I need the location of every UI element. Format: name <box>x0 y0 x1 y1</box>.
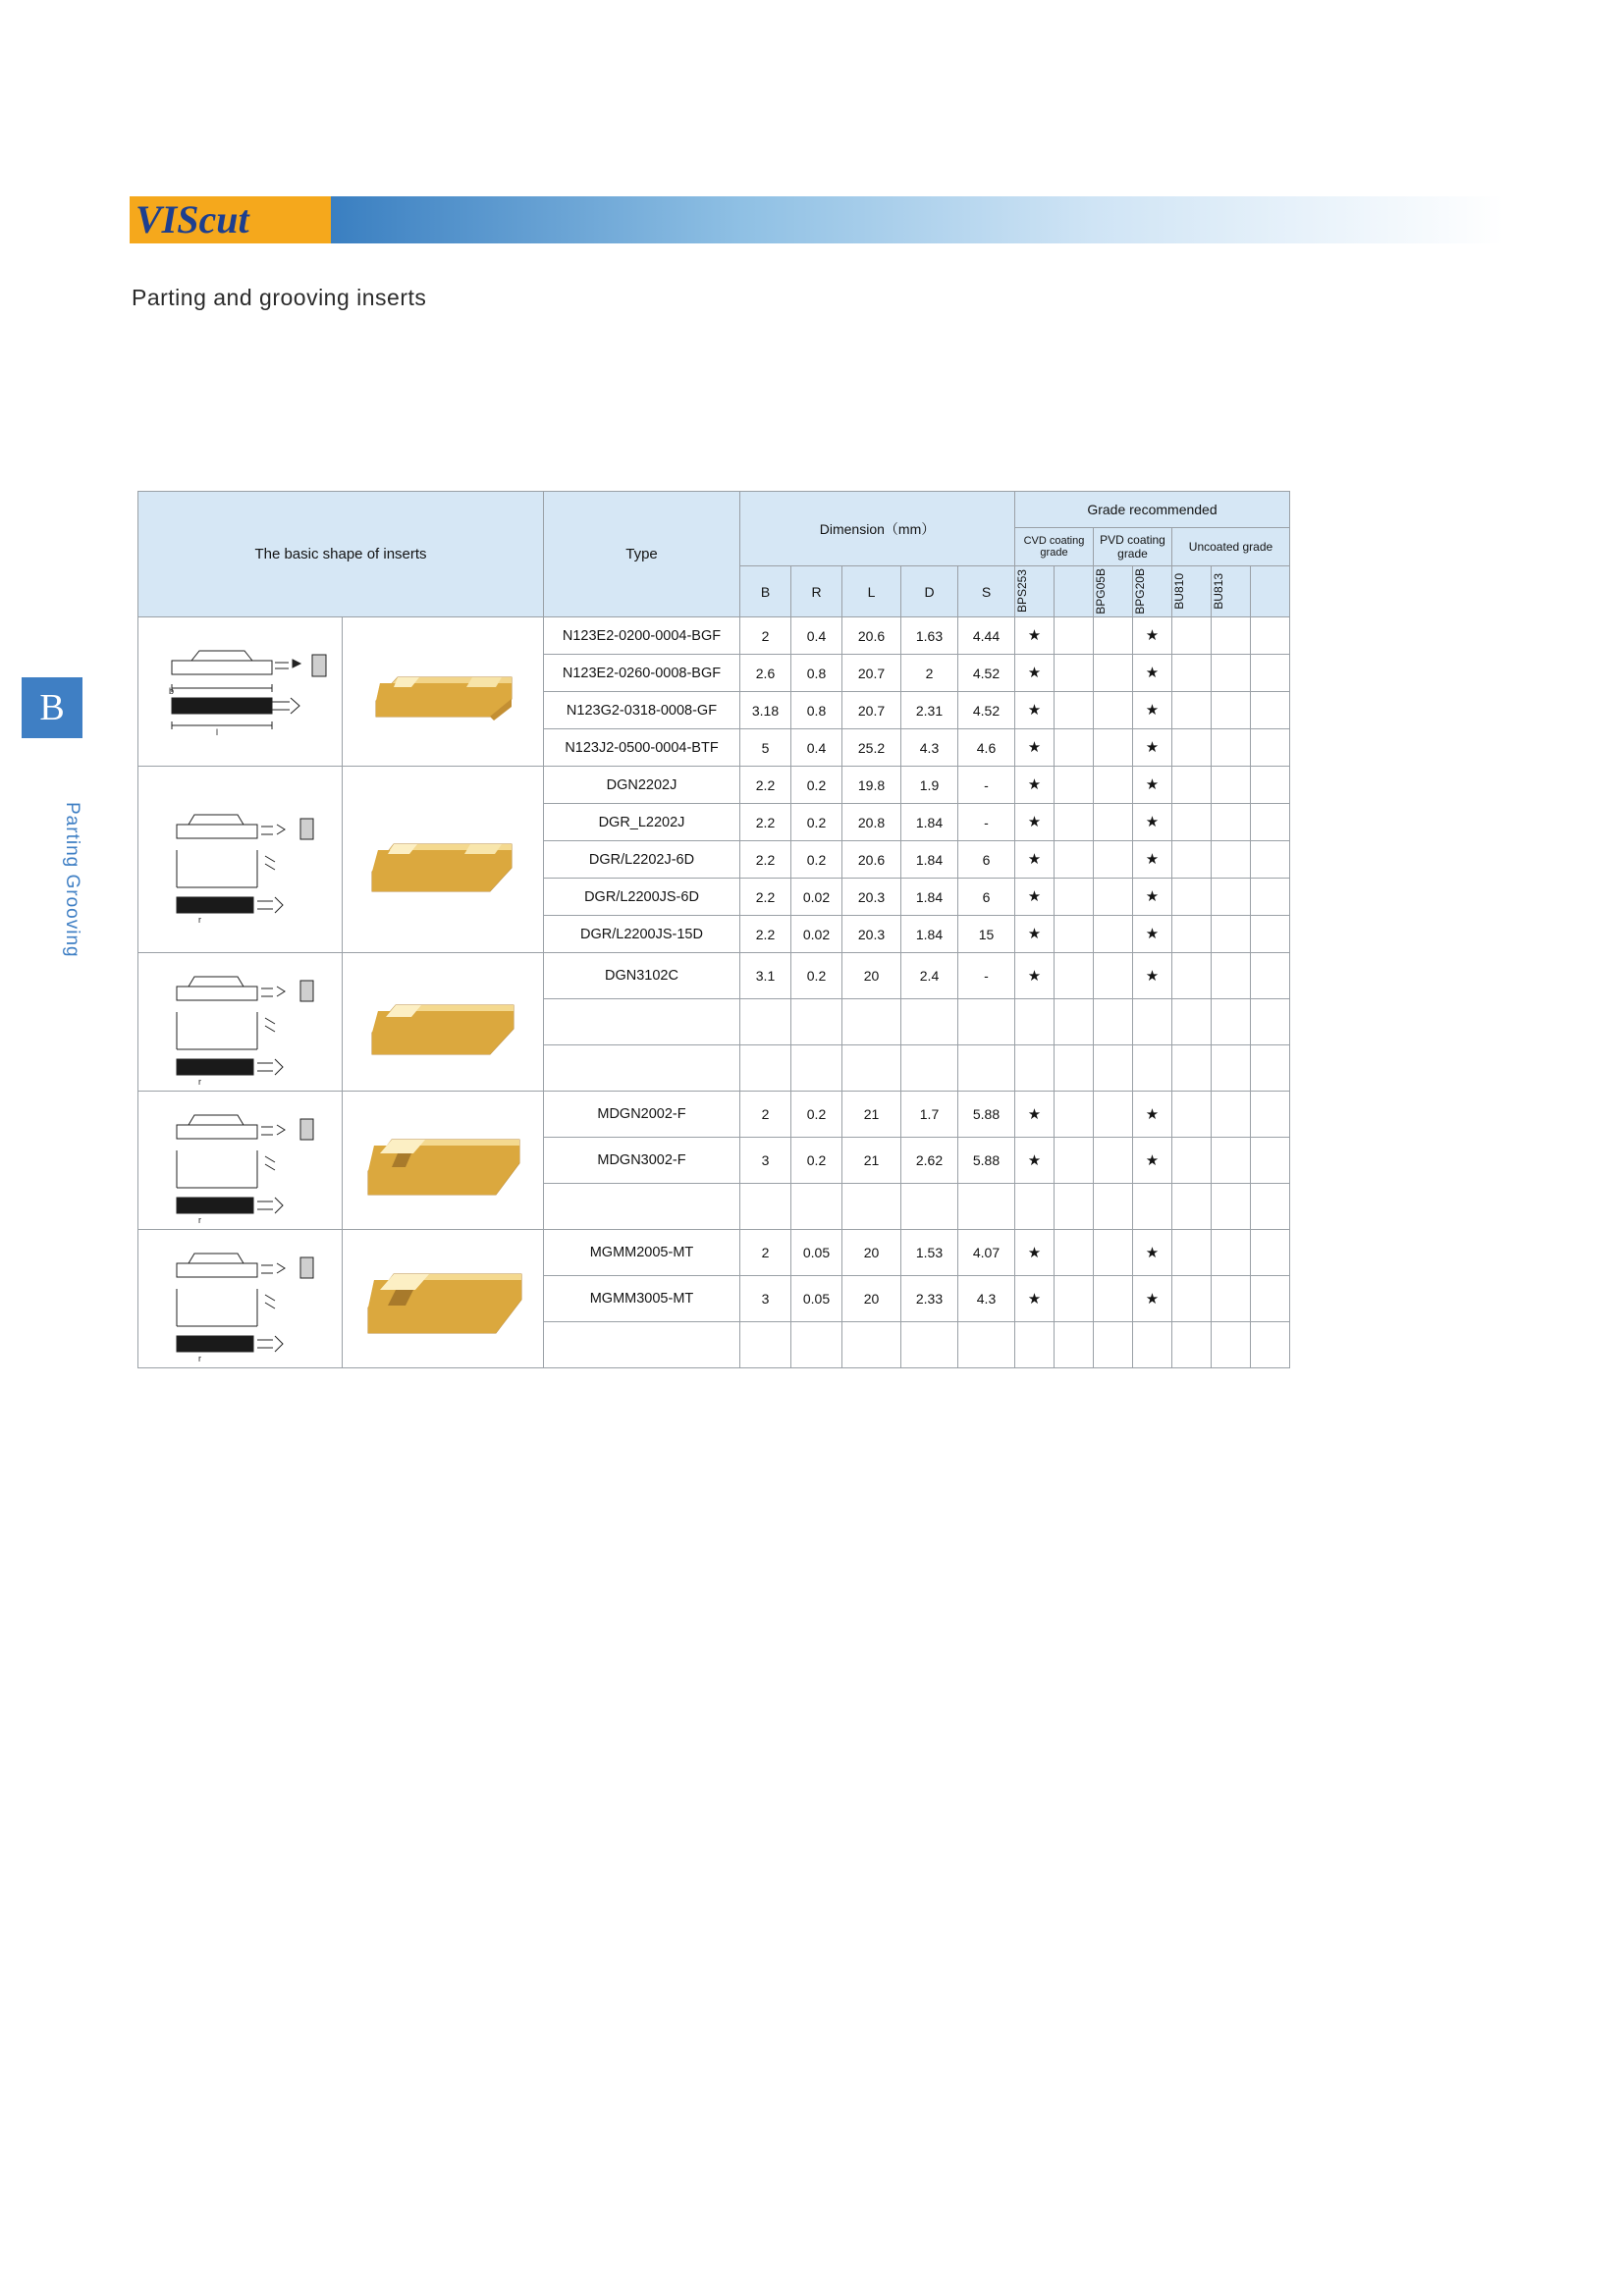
row-l: 20.6 <box>842 617 901 655</box>
insert-drawing-3-svg <box>138 953 342 1091</box>
row-r <box>791 1184 842 1230</box>
header-grade-bps253-label: BPS253 <box>1015 569 1029 614</box>
grade-mark <box>1015 1045 1055 1092</box>
insert-photo-5 <box>343 1230 544 1368</box>
row-b: 3 <box>740 1276 791 1322</box>
insert-drawing-4 <box>138 1092 343 1230</box>
grade-mark: ★ <box>1133 729 1172 767</box>
grade-mark <box>1172 1322 1212 1368</box>
grade-mark <box>1251 841 1290 879</box>
grade-mark <box>1055 999 1094 1045</box>
row-b: 2 <box>740 617 791 655</box>
insert-photo-2 <box>343 767 544 953</box>
brand-gradient-bar <box>331 196 1504 243</box>
grade-mark <box>1212 1092 1251 1138</box>
svg-text:r: r <box>197 1354 201 1363</box>
section-side-label: Parting Grooving <box>62 801 82 958</box>
insert-photo-4 <box>343 1092 544 1230</box>
grade-mark <box>1172 1045 1212 1092</box>
row-b <box>740 1045 791 1092</box>
row-d <box>901 1045 958 1092</box>
grade-mark: ★ <box>1015 1230 1055 1276</box>
header-cvd-grade: CVD coating grade <box>1015 528 1094 566</box>
grade-mark <box>1055 729 1094 767</box>
grade-mark <box>1094 1092 1133 1138</box>
row-s: 6 <box>958 879 1015 916</box>
insert-drawing-4-svg <box>138 1092 342 1229</box>
row-s: 4.3 <box>958 1276 1015 1322</box>
row-s: 5.88 <box>958 1138 1015 1184</box>
grade-mark <box>1055 767 1094 804</box>
grade-mark: ★ <box>1015 692 1055 729</box>
grade-mark: ★ <box>1015 916 1055 953</box>
row-r: 0.4 <box>791 617 842 655</box>
svg-text:r: r <box>197 914 201 925</box>
row-r: 0.2 <box>791 804 842 841</box>
grade-mark: ★ <box>1133 916 1172 953</box>
grade-mark <box>1172 655 1212 692</box>
row-d: 1.7 <box>901 1092 958 1138</box>
page-title: Parting and grooving inserts <box>132 285 427 310</box>
row-b: 2.2 <box>740 879 791 916</box>
row-s: 15 <box>958 916 1015 953</box>
grade-mark <box>1133 999 1172 1045</box>
row-r: 0.05 <box>791 1230 842 1276</box>
grade-mark <box>1212 655 1251 692</box>
grade-mark <box>1172 916 1212 953</box>
grade-mark <box>1055 916 1094 953</box>
grade-mark: ★ <box>1133 953 1172 999</box>
svg-text:l: l <box>215 726 218 737</box>
row-type: DGN3102C <box>544 953 740 999</box>
grade-mark: ★ <box>1015 804 1055 841</box>
grade-mark <box>1172 729 1212 767</box>
row-s: 6 <box>958 841 1015 879</box>
row-type: DGN2202J <box>544 767 740 804</box>
table-row <box>138 1230 1290 1276</box>
row-s: - <box>958 767 1015 804</box>
row-d: 2.62 <box>901 1138 958 1184</box>
grade-mark <box>1172 1092 1212 1138</box>
row-l: 20.6 <box>842 841 901 879</box>
row-l: 20 <box>842 1230 901 1276</box>
grade-mark: ★ <box>1015 1276 1055 1322</box>
grade-mark <box>1251 804 1290 841</box>
grade-mark <box>1172 767 1212 804</box>
grade-mark: ★ <box>1133 841 1172 879</box>
table-row <box>138 1092 1290 1138</box>
grade-mark: ★ <box>1015 841 1055 879</box>
row-type: DGR/L2200JS-15D <box>544 916 740 953</box>
header-grade-bu813-label: BU813 <box>1212 573 1225 610</box>
row-s: 4.52 <box>958 655 1015 692</box>
grade-mark <box>1094 1184 1133 1230</box>
row-b: 2.6 <box>740 655 791 692</box>
grade-mark: ★ <box>1133 767 1172 804</box>
grade-mark <box>1251 729 1290 767</box>
grade-mark <box>1094 879 1133 916</box>
header-grade-bpg05b <box>1094 566 1133 617</box>
insert-photo-4-svg <box>343 1106 543 1214</box>
grade-mark <box>1094 1276 1133 1322</box>
grade-mark <box>1251 1322 1290 1368</box>
grade-mark: ★ <box>1133 655 1172 692</box>
row-l: 21 <box>842 1138 901 1184</box>
row-r: 0.8 <box>791 655 842 692</box>
table-row <box>138 953 1290 999</box>
row-b: 2.2 <box>740 804 791 841</box>
grade-mark <box>1212 617 1251 655</box>
row-d: 2.33 <box>901 1276 958 1322</box>
row-s <box>958 1045 1015 1092</box>
insert-drawing-5 <box>138 1230 343 1368</box>
row-l: 20.3 <box>842 916 901 953</box>
row-d: 1.84 <box>901 916 958 953</box>
row-type: MGMM3005-MT <box>544 1276 740 1322</box>
row-s <box>958 1322 1015 1368</box>
insert-photo-3-svg <box>343 968 543 1076</box>
grade-mark <box>1094 1322 1133 1368</box>
row-type: MDGN3002-F <box>544 1138 740 1184</box>
grade-mark <box>1212 767 1251 804</box>
row-d: 2.4 <box>901 953 958 999</box>
grade-mark <box>1055 841 1094 879</box>
row-r: 0.02 <box>791 916 842 953</box>
row-b: 2 <box>740 1092 791 1138</box>
row-r: 0.2 <box>791 1092 842 1138</box>
grade-mark <box>1055 953 1094 999</box>
insert-drawing-3 <box>138 953 343 1092</box>
grade-mark <box>1055 1276 1094 1322</box>
row-l <box>842 1184 901 1230</box>
grade-mark <box>1172 953 1212 999</box>
row-l <box>842 999 901 1045</box>
row-s: 4.6 <box>958 729 1015 767</box>
grade-mark <box>1094 729 1133 767</box>
row-r: 0.2 <box>791 841 842 879</box>
row-type <box>544 1184 740 1230</box>
row-d: 1.84 <box>901 841 958 879</box>
row-s: 4.44 <box>958 617 1015 655</box>
header-grade-bu813 <box>1212 566 1251 617</box>
grade-mark <box>1212 804 1251 841</box>
grade-mark: ★ <box>1133 1276 1172 1322</box>
row-s <box>958 999 1015 1045</box>
header-grade-recommended: Grade recommended <box>1015 492 1290 528</box>
grade-mark <box>1094 1138 1133 1184</box>
grade-mark: ★ <box>1015 879 1055 916</box>
grade-mark <box>1055 1322 1094 1368</box>
grade-mark: ★ <box>1133 1092 1172 1138</box>
grade-mark: ★ <box>1133 804 1172 841</box>
grade-mark <box>1015 1184 1055 1230</box>
grade-mark <box>1172 1276 1212 1322</box>
row-b: 3.1 <box>740 953 791 999</box>
grade-mark <box>1094 916 1133 953</box>
grade-mark <box>1251 1045 1290 1092</box>
row-l: 20.3 <box>842 879 901 916</box>
header-dim-l: L <box>842 566 901 617</box>
grade-mark <box>1055 617 1094 655</box>
grade-mark <box>1055 692 1094 729</box>
row-d: 1.84 <box>901 804 958 841</box>
row-b: 2.2 <box>740 841 791 879</box>
grade-mark <box>1251 692 1290 729</box>
svg-text:r: r <box>197 1077 201 1087</box>
grade-mark <box>1212 879 1251 916</box>
row-type <box>544 999 740 1045</box>
svg-text:r: r <box>197 1215 201 1225</box>
grade-mark <box>1094 1045 1133 1092</box>
grade-mark <box>1251 655 1290 692</box>
header-type: Type <box>544 492 740 617</box>
row-l: 19.8 <box>842 767 901 804</box>
grade-mark <box>1212 1276 1251 1322</box>
grade-mark <box>1172 999 1212 1045</box>
row-b <box>740 1184 791 1230</box>
header-grade-bpg20b <box>1133 566 1172 617</box>
grade-mark <box>1133 1045 1172 1092</box>
row-r <box>791 999 842 1045</box>
row-b: 2 <box>740 1230 791 1276</box>
grade-mark: ★ <box>1133 617 1172 655</box>
brand-name: VIScut <box>135 197 249 241</box>
grade-mark <box>1094 1230 1133 1276</box>
grade-mark <box>1251 999 1290 1045</box>
insert-photo-3 <box>343 953 544 1092</box>
header-shape: The basic shape of inserts <box>138 492 544 617</box>
grade-mark <box>1251 879 1290 916</box>
grade-mark <box>1251 953 1290 999</box>
row-d: 1.53 <box>901 1230 958 1276</box>
grade-mark <box>1172 804 1212 841</box>
grade-mark: ★ <box>1015 1138 1055 1184</box>
row-r <box>791 1045 842 1092</box>
row-type <box>544 1045 740 1092</box>
grade-mark <box>1212 841 1251 879</box>
grade-mark: ★ <box>1015 655 1055 692</box>
row-d: 4.3 <box>901 729 958 767</box>
row-d: 1.9 <box>901 767 958 804</box>
grade-mark <box>1172 879 1212 916</box>
insert-drawing-1 <box>138 617 343 767</box>
grade-mark <box>1055 1092 1094 1138</box>
grade-mark <box>1212 916 1251 953</box>
insert-photo-1-svg <box>343 638 543 746</box>
row-type: MDGN2002-F <box>544 1092 740 1138</box>
row-d: 2 <box>901 655 958 692</box>
row-d <box>901 1184 958 1230</box>
row-l: 20 <box>842 953 901 999</box>
row-d: 1.63 <box>901 617 958 655</box>
row-type: N123E2-0200-0004-BGF <box>544 617 740 655</box>
row-b: 3.18 <box>740 692 791 729</box>
insert-drawing-2-svg <box>138 791 342 929</box>
grade-mark <box>1055 655 1094 692</box>
grade-mark <box>1094 655 1133 692</box>
grade-mark <box>1055 804 1094 841</box>
insert-photo-5-svg <box>343 1245 543 1353</box>
grade-mark <box>1172 1138 1212 1184</box>
header-dim-r: R <box>791 566 842 617</box>
header-dim-s: S <box>958 566 1015 617</box>
row-s <box>958 1184 1015 1230</box>
row-type: MGMM2005-MT <box>544 1230 740 1276</box>
grade-mark <box>1172 841 1212 879</box>
grade-mark <box>1212 1322 1251 1368</box>
header-grade-bu810-label: BU810 <box>1172 573 1186 610</box>
insert-drawing-5-svg <box>138 1230 342 1367</box>
section-letter-badge: B <box>22 677 82 738</box>
row-r: 0.05 <box>791 1276 842 1322</box>
header-grade-bpg20b-label: BPG20B <box>1133 568 1147 614</box>
grade-mark <box>1133 1322 1172 1368</box>
row-r: 0.2 <box>791 953 842 999</box>
grade-mark <box>1251 767 1290 804</box>
row-b: 2.2 <box>740 767 791 804</box>
header-grade-blank-2 <box>1251 566 1290 617</box>
row-l: 20.8 <box>842 804 901 841</box>
row-s: 4.52 <box>958 692 1015 729</box>
table-row <box>138 767 1290 804</box>
grade-mark: ★ <box>1133 1230 1172 1276</box>
grade-mark <box>1212 1184 1251 1230</box>
header-uncoated-grade: Uncoated grade <box>1172 528 1290 566</box>
insert-spec-table <box>137 491 1290 1368</box>
grade-mark <box>1172 1184 1212 1230</box>
row-b: 3 <box>740 1138 791 1184</box>
row-type: DGR/L2200JS-6D <box>544 879 740 916</box>
row-s: 5.88 <box>958 1092 1015 1138</box>
grade-mark <box>1212 953 1251 999</box>
grade-mark: ★ <box>1015 729 1055 767</box>
insert-photo-1 <box>343 617 544 767</box>
row-l: 21 <box>842 1092 901 1138</box>
grade-mark <box>1094 767 1133 804</box>
grade-mark <box>1251 1138 1290 1184</box>
grade-mark: ★ <box>1015 617 1055 655</box>
grade-mark: ★ <box>1133 879 1172 916</box>
brand-header <box>130 196 1504 243</box>
row-r: 0.2 <box>791 1138 842 1184</box>
grade-mark <box>1094 617 1133 655</box>
svg-text:b: b <box>168 685 174 696</box>
row-type <box>544 1322 740 1368</box>
row-d <box>901 999 958 1045</box>
row-b <box>740 999 791 1045</box>
grade-mark <box>1251 1092 1290 1138</box>
row-r: 0.8 <box>791 692 842 729</box>
row-l <box>842 1322 901 1368</box>
insert-photo-2-svg <box>343 801 543 919</box>
grade-mark <box>1094 841 1133 879</box>
row-b <box>740 1322 791 1368</box>
grade-mark <box>1055 1138 1094 1184</box>
grade-mark <box>1212 999 1251 1045</box>
grade-mark <box>1212 692 1251 729</box>
grade-mark: ★ <box>1133 692 1172 729</box>
grade-mark <box>1094 804 1133 841</box>
grade-mark <box>1094 953 1133 999</box>
row-l <box>842 1045 901 1092</box>
row-d <box>901 1322 958 1368</box>
row-s: - <box>958 804 1015 841</box>
grade-mark <box>1055 879 1094 916</box>
grade-mark <box>1251 1184 1290 1230</box>
grade-mark <box>1251 617 1290 655</box>
row-r: 0.4 <box>791 729 842 767</box>
grade-mark <box>1055 1184 1094 1230</box>
row-b: 2.2 <box>740 916 791 953</box>
header-dim-d: D <box>901 566 958 617</box>
grade-mark <box>1251 1230 1290 1276</box>
grade-mark <box>1212 1045 1251 1092</box>
header-grade-bps253 <box>1015 566 1055 617</box>
grade-mark <box>1212 1230 1251 1276</box>
header-dimension: Dimension（mm） <box>740 492 1015 566</box>
header-dim-b: B <box>740 566 791 617</box>
row-l: 20 <box>842 1276 901 1322</box>
grade-mark <box>1055 1230 1094 1276</box>
header-pvd-grade: PVD coating grade <box>1094 528 1172 566</box>
row-l: 20.7 <box>842 655 901 692</box>
grade-mark <box>1094 692 1133 729</box>
row-r: 0.02 <box>791 879 842 916</box>
grade-mark <box>1055 1045 1094 1092</box>
header-grade-blank-1 <box>1055 566 1094 617</box>
grade-mark <box>1212 729 1251 767</box>
header-grade-bu810 <box>1172 566 1212 617</box>
grade-mark <box>1212 1138 1251 1184</box>
row-s: 4.07 <box>958 1230 1015 1276</box>
header-grade-bpg05b-label: BPG05B <box>1094 568 1108 614</box>
row-type: N123E2-0260-0008-BGF <box>544 655 740 692</box>
grade-mark <box>1172 617 1212 655</box>
grade-mark <box>1015 999 1055 1045</box>
grade-mark <box>1251 916 1290 953</box>
row-s: - <box>958 953 1015 999</box>
grade-mark <box>1015 1322 1055 1368</box>
row-type: DGR/L2202J-6D <box>544 841 740 879</box>
row-r <box>791 1322 842 1368</box>
grade-mark: ★ <box>1015 767 1055 804</box>
row-d: 2.31 <box>901 692 958 729</box>
insert-drawing-1-svg <box>138 633 342 751</box>
grade-mark: ★ <box>1015 1092 1055 1138</box>
table-header-row-1 <box>138 492 1290 528</box>
grade-mark <box>1172 692 1212 729</box>
grade-mark: ★ <box>1015 953 1055 999</box>
row-type: DGR_L2202J <box>544 804 740 841</box>
row-b: 5 <box>740 729 791 767</box>
grade-mark <box>1094 999 1133 1045</box>
row-l: 25.2 <box>842 729 901 767</box>
grade-mark: ★ <box>1133 1138 1172 1184</box>
row-type: N123J2-0500-0004-BTF <box>544 729 740 767</box>
grade-mark <box>1251 1276 1290 1322</box>
grade-mark <box>1133 1184 1172 1230</box>
row-l: 20.7 <box>842 692 901 729</box>
row-d: 1.84 <box>901 879 958 916</box>
table-row <box>138 617 1290 655</box>
row-type: N123G2-0318-0008-GF <box>544 692 740 729</box>
row-r: 0.2 <box>791 767 842 804</box>
insert-drawing-2 <box>138 767 343 953</box>
grade-mark <box>1172 1230 1212 1276</box>
